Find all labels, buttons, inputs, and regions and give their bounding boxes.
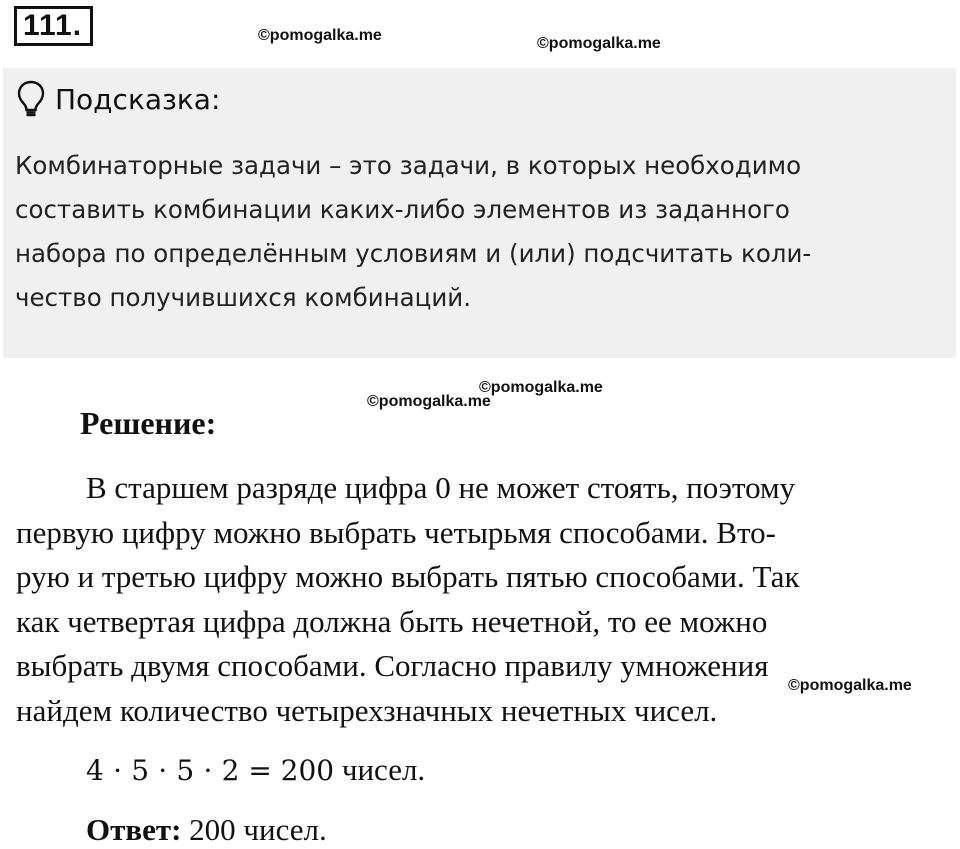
hint-line: чество получившихся комбинаций. xyxy=(15,283,471,312)
solution-line: найдем количество четырехзначных нечетных чисел. xyxy=(16,692,718,728)
watermark: ©pomogalka.me xyxy=(788,677,912,694)
formula xyxy=(86,752,425,788)
hint-header xyxy=(17,80,220,118)
solution-line: В старшем разряде цифра 0 не может стоять, поэтому xyxy=(86,470,796,505)
answer-value: 200 чисел. xyxy=(181,812,327,847)
watermark: ©pomogalka.me xyxy=(367,393,491,410)
watermark: ©pomogalka.me xyxy=(537,35,661,52)
problem-number-value: 111 xyxy=(23,9,73,42)
solution-title: Решение: xyxy=(80,405,217,441)
solution-line: первую цифру можно выбрать четырьмя способами. Вто- xyxy=(16,514,776,550)
lightbulb-icon xyxy=(17,80,45,118)
watermark: ©pomogalka.me xyxy=(258,27,382,44)
problem-number-dot: . xyxy=(72,9,83,42)
solution-line: рую и третью цифру можно выбрать пятью способами. Так xyxy=(16,559,800,594)
answer-label: Ответ: xyxy=(86,812,182,847)
answer xyxy=(86,812,327,848)
formula-unit: чисел. xyxy=(334,752,426,787)
hint-box xyxy=(3,68,956,358)
hint-text xyxy=(15,144,945,320)
solution-line: выбрать двумя способами. Согласно правилу умножения xyxy=(16,648,769,683)
formula-expression: 4 ⋅ 5 ⋅ 5 ⋅ 2 = 200 xyxy=(86,754,335,787)
hint-line: составить комбинации каких-либо элементов из заданного xyxy=(15,195,790,224)
watermark: ©pomogalka.me xyxy=(479,379,603,396)
problem-number xyxy=(14,6,93,46)
solution-line: как четвертая цифра должна быть нечетной, то ее можно xyxy=(16,603,768,639)
hint-title: Подсказка: xyxy=(55,82,221,116)
hint-line: набора по определённым условиям и (или) подсчитать коли- xyxy=(15,239,812,268)
hint-line: Комбинаторные задачи – это задачи, в которых необходимо xyxy=(15,151,802,180)
